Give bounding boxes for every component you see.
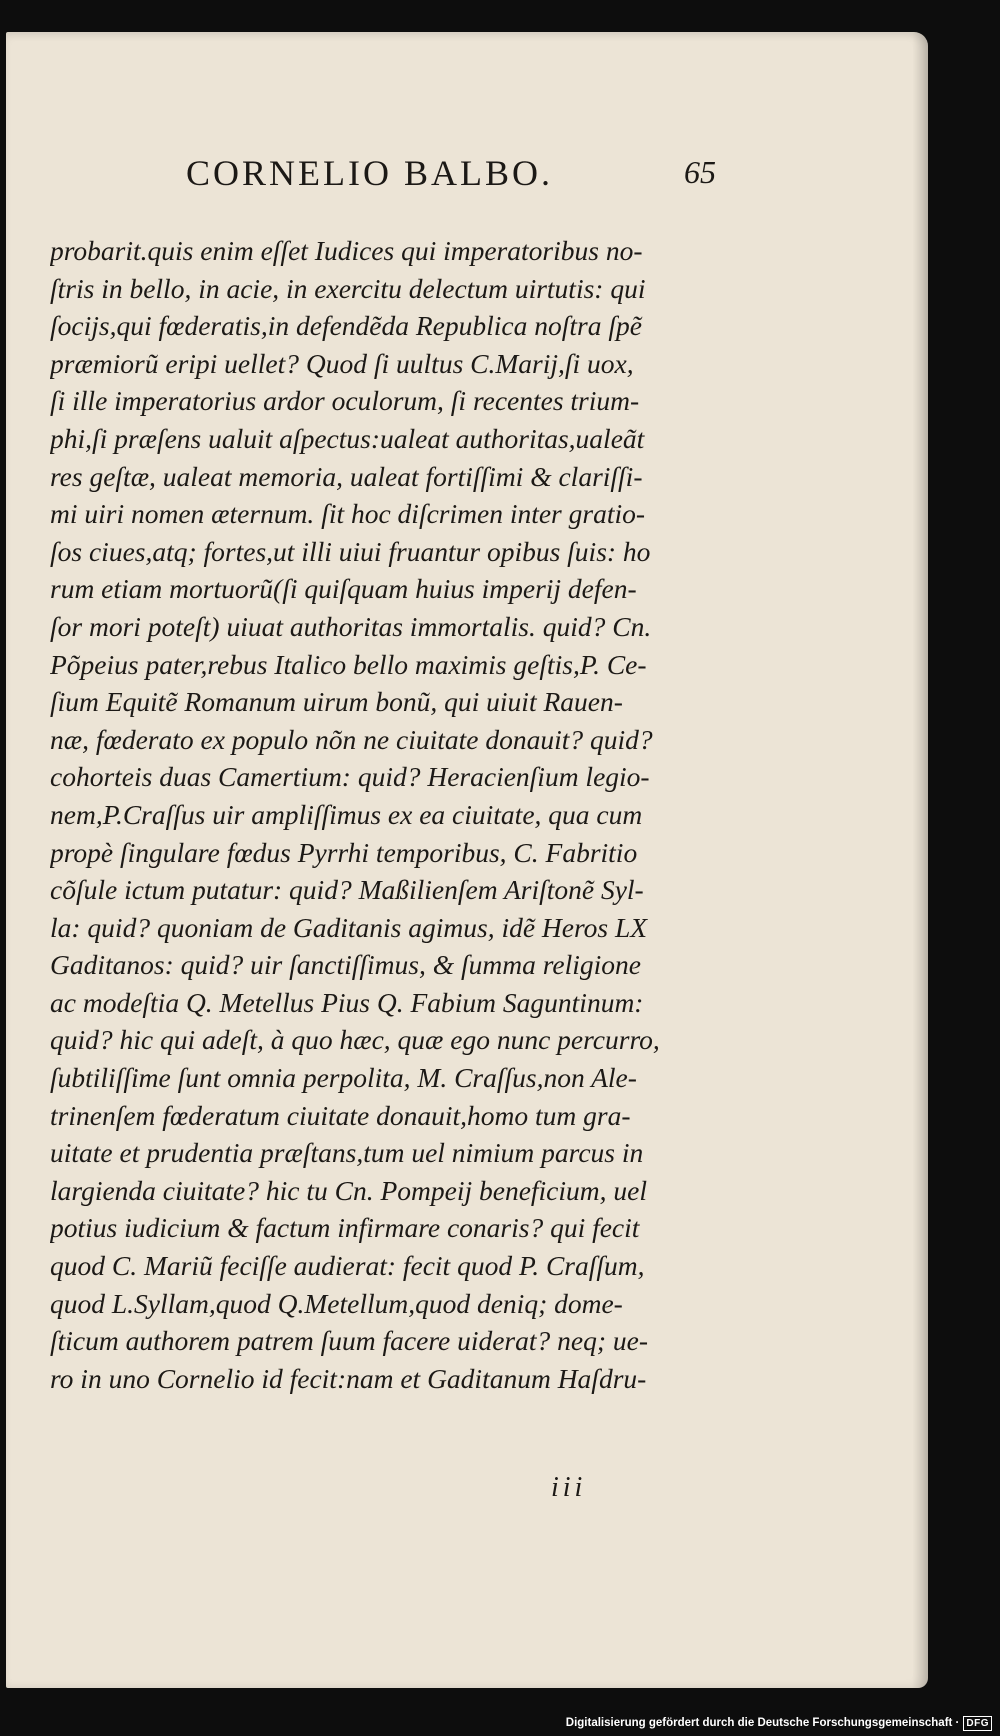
- text-line: præmiorũ eripi uellet? Quod ſi uultus C.Marij,ſi uox,: [50, 347, 634, 379]
- catchword: iii: [551, 1472, 587, 1503]
- text-line: ſi ille imperatorius ardor oculorum, ſi recentes trium-: [50, 385, 640, 417]
- text-line: ſos ciues,atq; fortes,ut illi uiui fruantur opibus ſuis: ho: [50, 535, 651, 567]
- credit-text: Digitalisierung gefördert durch die Deutsche Forschungsgemeinschaft ·: [565, 1717, 960, 1729]
- text-line: la: quid? quoniam de Gaditanis agimus, idẽ Heros LX: [50, 911, 648, 943]
- text-line: uitate et prudentia præſtans,tum uel nimium parcus in: [50, 1137, 644, 1169]
- text-line: propè ſingulare fœdus Pyrrhi temporibus, C. Fabritio: [50, 836, 638, 868]
- book-page: [6, 32, 928, 1688]
- text-line: potius iudicium & factum infirmare conaris? qui fecit: [50, 1212, 640, 1244]
- text-line: ſtris in bello, in acie, in exercitu delectum uirtutis: qui: [50, 272, 646, 304]
- dfg-logo: DFG: [963, 1716, 992, 1731]
- text-line: mi uiri nomen æternum. ſit hoc diſcrimen inter gratio-: [50, 498, 646, 530]
- text-line: quod L.Syllam,quod Q.Metellum,quod deniq; dome-: [50, 1287, 623, 1319]
- text-line: quid? hic qui adeſt, à quo hæc, quæ ego nunc percurro,: [50, 1024, 660, 1056]
- text-line: ſor mori poteſt) uiuat authoritas immortalis. quid? Cn.: [50, 610, 652, 642]
- text-line: ſocijs,qui fœderatis,in defendẽda Republica noſtra ſpẽ: [50, 310, 642, 342]
- text-line: largienda ciuitate? hic tu Cn. Pompeij beneficium, uel: [50, 1174, 647, 1206]
- text-line: res geſtæ, ualeat memoria, ualeat fortiſſimi & clariſſi-: [50, 460, 643, 492]
- running-title: CORNELIO BALBO.: [186, 153, 553, 193]
- text-line: ro in uno Cornelio id fecit:nam et Gaditanum Haſdru-: [50, 1362, 647, 1394]
- text-line: quod C. Mariũ feciſſe audierat: fecit quod P. Craſſum,: [50, 1250, 645, 1282]
- text-line: ſticum authorem patrem ſuum facere uiderat? neq; ue-: [50, 1325, 648, 1357]
- text-line: Põpeius pater,rebus Italico bello maximis geſtis,P. Ce-: [50, 648, 647, 680]
- digitization-credit: [566, 1713, 992, 1733]
- text-line: phi,ſi præſens ualuit aſpectus:ualeat authoritas,ualeãt: [50, 422, 645, 454]
- text-line: rum etiam mortuorũ(ſi quiſquam huius imperij defen-: [50, 573, 637, 605]
- body-text: [50, 232, 690, 1397]
- text-line: Gaditanos: quid? uir ſanctiſſimus, & ſumma religione: [50, 949, 641, 981]
- page-number: 65: [684, 154, 716, 190]
- page-header: [186, 152, 716, 202]
- text-line: nem,P.Craſſus uir ampliſſimus ex ea ciuitate, qua cum: [50, 798, 643, 830]
- text-line: cohorteis duas Camertium: quid? Heracienſium legio-: [50, 761, 650, 793]
- text-line: næ, fœderato ex populo nõn ne ciuitate donauit? quid?: [50, 723, 653, 755]
- text-line: ſium Equitẽ Romanum uirum bonũ, qui uiuit Rauen-: [50, 686, 623, 718]
- text-line: ſubtiliſſime ſunt omnia perpolita, M. Craſſus,non Ale-: [50, 1062, 637, 1094]
- text-line: ac modeſtia Q. Metellus Pius Q. Fabium Saguntinum:: [50, 986, 644, 1018]
- text-line: probarit.quis enim eſſet Iudices qui imperatoribus no-: [50, 235, 643, 266]
- text-line: trinenſem fœderatum ciuitate donauit,homo tum gra-: [50, 1099, 631, 1131]
- text-line: cõſule ictum putatur: quid? Maßilienſem Ariſtonẽ Syl-: [50, 874, 644, 906]
